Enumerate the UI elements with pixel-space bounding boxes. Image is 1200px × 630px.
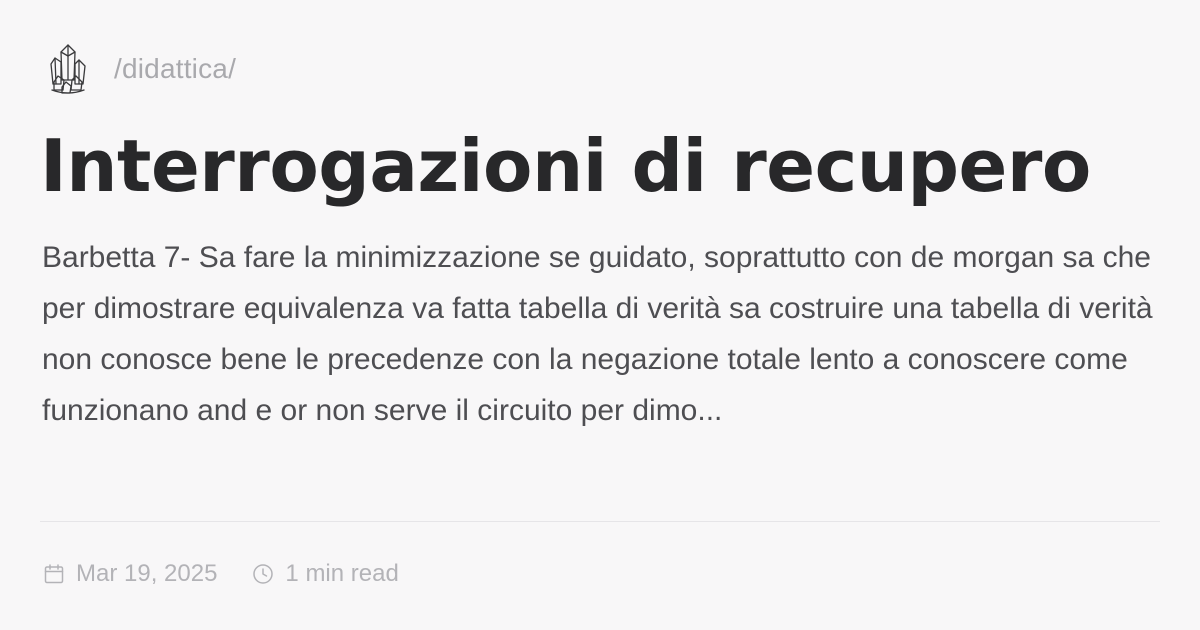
- post-date-text: Mar 19, 2025: [76, 560, 218, 587]
- post-read-time-text: 1 min read: [285, 560, 399, 587]
- calendar-icon: [42, 562, 66, 586]
- site-header: [48, 42, 236, 96]
- divider: [40, 521, 1160, 522]
- post-excerpt: Barbetta 7- Sa fare la minimizzazione se guidato, soprattutto con de morgan sa che per dimostrare equivalenza va fatta tabella di verità sa costruire una tabella di verità non conosce bene le precedenze con la negazione totale lento a conoscere come funzionano and e or non serve il circuito per dimo...: [42, 241, 1153, 427]
- page-title: Interrogazioni di recupero: [40, 124, 1091, 208]
- post-date: [42, 560, 217, 588]
- clock-icon: [251, 562, 275, 586]
- post-meta: [42, 556, 399, 592]
- crystal-cluster-icon[interactable]: [48, 42, 88, 96]
- breadcrumb[interactable]: /didattica/: [114, 53, 237, 84]
- post-read-time: [251, 560, 398, 588]
